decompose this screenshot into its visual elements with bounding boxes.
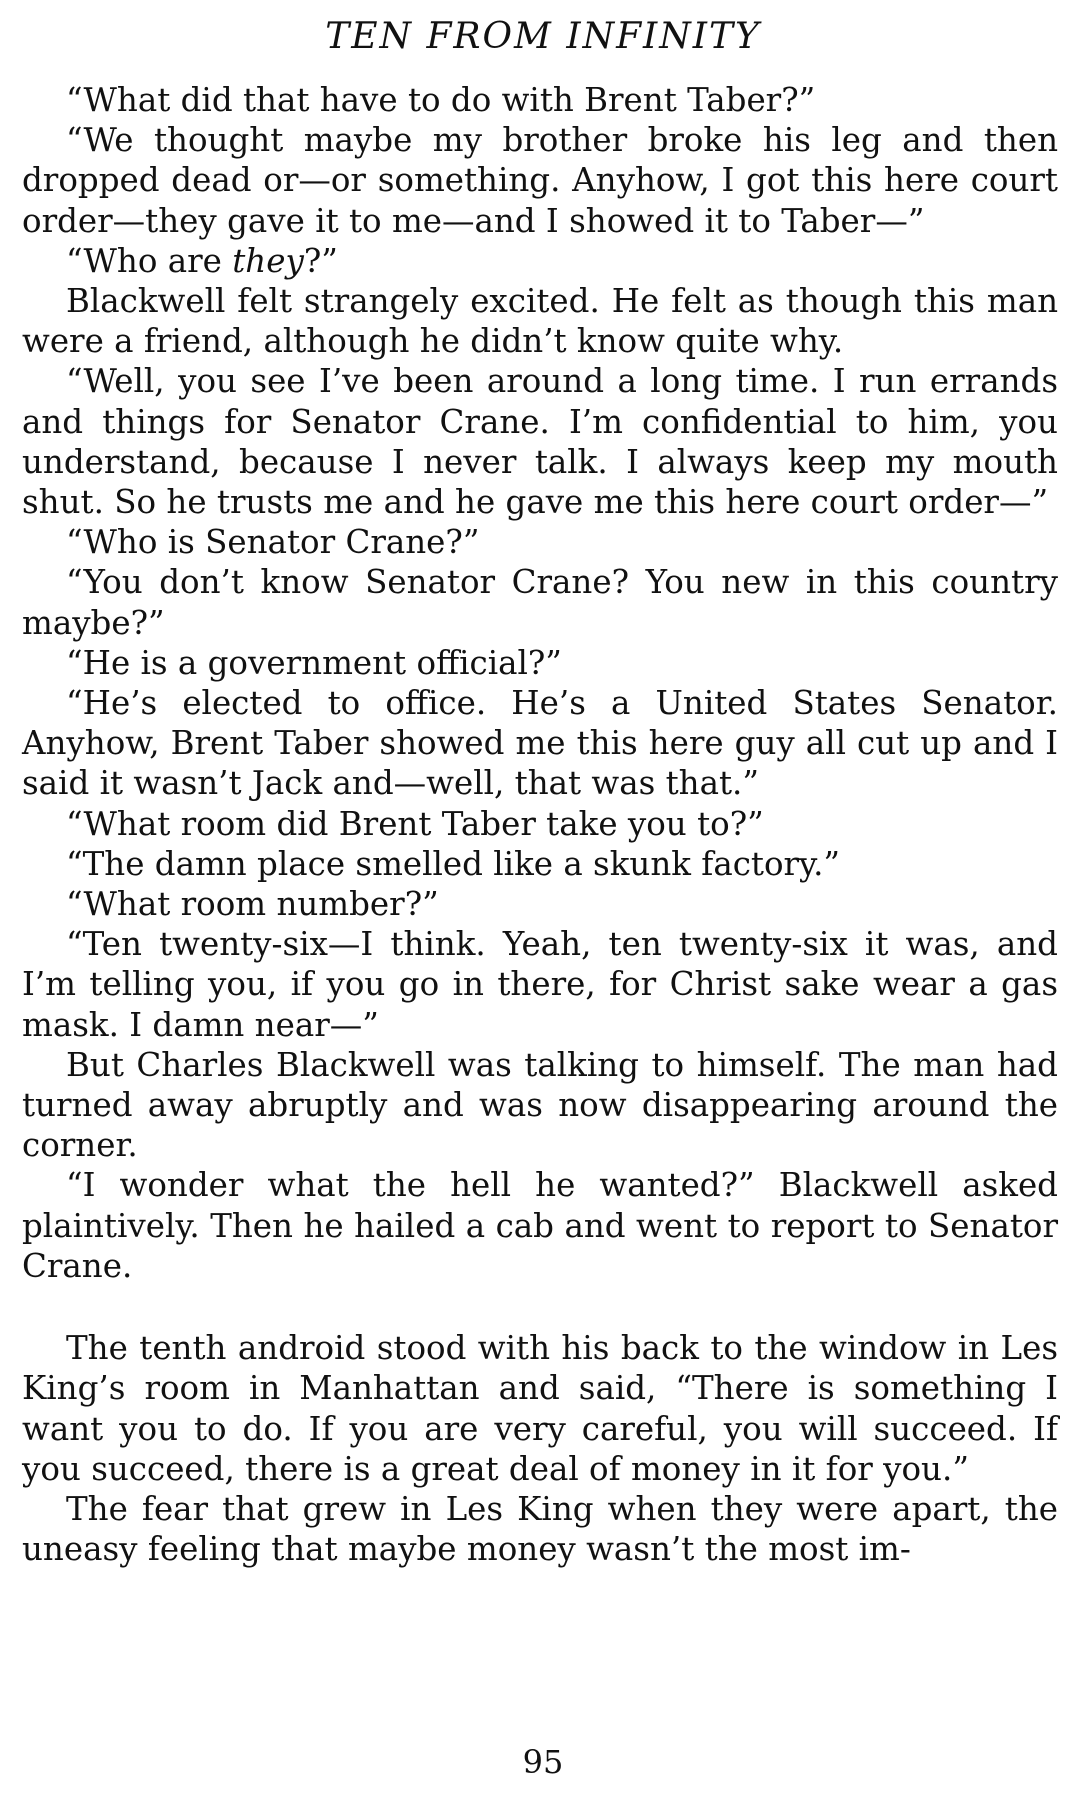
paragraph: “The damn place smelled like a skunk factory.” — [66, 844, 841, 883]
paragraph: “Well, you see I’ve been around a long time. I run errands and things for Senator Crane. I’m confidential to him, you understand, because I never talk. I always keep my mouth shut. So he trusts me and he gave me this here court order—” — [22, 362, 1058, 522]
page-number: 95 — [522, 1743, 564, 1781]
paragraph: The fear that grew in Les King when they were apart, the uneasy feeling that maybe money wasn’t the most im- — [22, 1489, 1058, 1569]
paragraph: “Who is Senator Crane?” — [66, 523, 480, 562]
paragraph — [22, 241, 1058, 281]
paragraph: Blackwell felt strangely excited. He felt as though this man were a friend, although he didn’t know quite why. — [22, 282, 1058, 361]
paragraph: “He is a government official?” — [66, 643, 562, 682]
section-break — [22, 1286, 1058, 1328]
paragraph: “What did that have to do with Brent Taber?” — [66, 81, 816, 119]
paragraph: “Ten twenty-six—I think. Yeah, ten twenty-six it was, and I’m telling you, if you go in there, for Christ sake wear a gas mask. I damn near—” — [22, 925, 1058, 1044]
paragraph-text: ?” — [303, 241, 338, 280]
italic-emphasis: they — [232, 241, 304, 280]
paragraph: “What room number?” — [66, 885, 439, 924]
paragraph: “I wonder what the hell he wanted?” Blackwell asked plaintively. Then he hailed a cab and went to report to Senator Crane. — [22, 1166, 1058, 1285]
paragraph: “You don’t know Senator Crane? You new in this country maybe?” — [22, 563, 1058, 642]
paragraph: “What room did Brent Taber take you to?” — [66, 804, 764, 843]
paragraph: “We thought maybe my brother broke his leg and then dropped dead or—or something. Anyhow, I got this here court order—they gave it to me—and I showed it to Taber—” — [22, 121, 1058, 240]
running-head: TEN FROM INFINITY — [325, 16, 761, 57]
body-text — [22, 80, 1058, 1569]
paragraph: “He’s elected to office. He’s a United States Senator. Anyhow, Brent Taber showed me this here guy all cut up and I said it wasn’t Jack and—well, that was that.” — [22, 684, 1058, 803]
paragraph: The tenth android stood with his back to the window in Les King’s room in Manhattan and said, “There is something I want you to do. If you are very careful, you will succeed. If you succeed, there is a great deal of money in it for you.” — [22, 1329, 1058, 1488]
paragraph: But Charles Blackwell was talking to himself. The man had turned away abruptly and was now disappearing around the corner. — [22, 1045, 1058, 1165]
paragraph-text: “Who are — [66, 241, 233, 280]
